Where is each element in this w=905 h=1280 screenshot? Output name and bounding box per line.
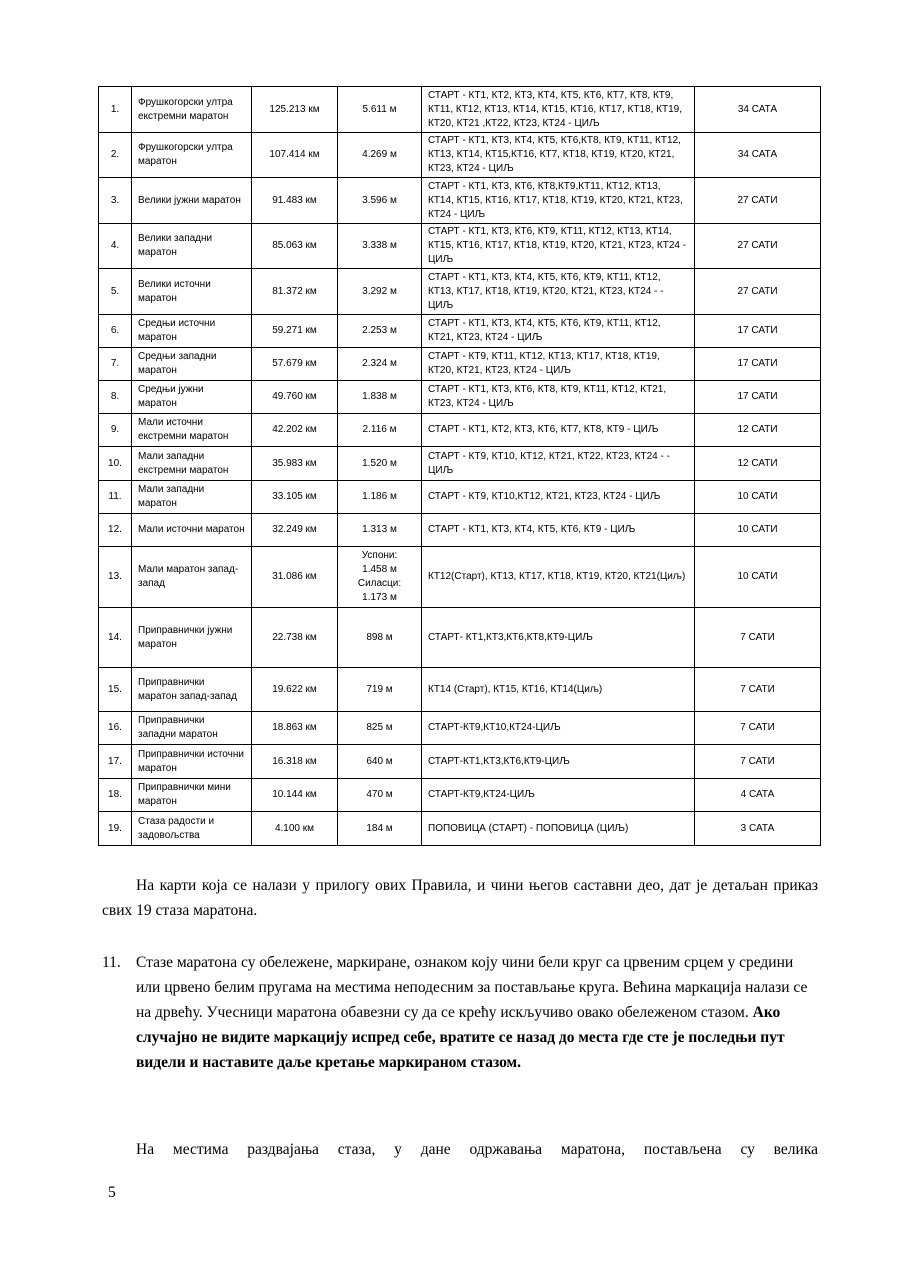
- route-name: Мали западни екстремни маратон: [132, 447, 252, 481]
- row-number: 16.: [99, 712, 132, 745]
- row-number: 5.: [99, 269, 132, 315]
- route-elevation: 719 м: [338, 668, 422, 712]
- marking-paragraph-body: [136, 950, 818, 1075]
- route-name: Приправнички маратон запад-запад: [132, 668, 252, 712]
- page-number: 5: [108, 1184, 116, 1201]
- route-elevation: 3.338 м: [338, 224, 422, 269]
- list-number: 11.: [102, 954, 121, 971]
- route-length: 22.738 км: [252, 608, 338, 668]
- map-paragraph: На карти која се налази у прилогу ових Правила, и чини његов саставни део, дат је детаљан приказ свих 19 стаза маратона.: [102, 877, 818, 919]
- marking-paragraph: [102, 950, 818, 1075]
- route-time-limit: 7 САТИ: [695, 668, 821, 712]
- route-length: 33.105 км: [252, 481, 338, 514]
- table-row: [99, 447, 821, 481]
- route-elevation: 3.292 м: [338, 269, 422, 315]
- route-name: Средњи западни маратон: [132, 348, 252, 381]
- route-name: Приправнички источни маратон: [132, 745, 252, 779]
- route-time-limit: 12 САТИ: [695, 447, 821, 481]
- table-row: [99, 779, 821, 812]
- route-checkpoints: СТАРТ - КТ1, КТ3, КТ4, КТ5, КТ6,КТ8, КТ9, КТ11, КТ12, КТ13, КТ14, КТ15,КТ16, КТ7, КТ18, КТ19, КТ20, КТ21, КТ23, КТ24 - ЦИЉ: [422, 133, 695, 178]
- table-row: [99, 414, 821, 447]
- route-checkpoints: СТАРТ - КТ1, КТ3, КТ6, КТ9, КТ11, КТ12, КТ13, КТ14, КТ15, КТ16, КТ17, КТ18, КТ19, КТ20, КТ21, КТ23, КТ24 - ЦИЉ: [422, 224, 695, 269]
- route-name: Приправнички јужни маратон: [132, 608, 252, 668]
- route-time-limit: 27 САТИ: [695, 178, 821, 224]
- route-time-limit: 17 САТИ: [695, 348, 821, 381]
- route-time-limit: 17 САТИ: [695, 381, 821, 414]
- marking-text: Стазе маратона су обележене, маркиране, ознаком коју чини бели круг са црвеним срцем у средини или црвено белим пругама на местима неподесним за постављање круга. Већина маркација налази се на дрвећу. Учесници маратона обавезни су да се крећу искључиво овако обележеном стазом.: [136, 954, 808, 1021]
- route-elevation: 470 м: [338, 779, 422, 812]
- route-length: 18.863 км: [252, 712, 338, 745]
- route-time-limit: 27 САТИ: [695, 269, 821, 315]
- route-time-limit: 10 САТИ: [695, 514, 821, 547]
- route-elevation: 184 м: [338, 812, 422, 846]
- route-checkpoints: КТ14 (Старт), КТ15, КТ16, КТ14(Циљ): [422, 668, 695, 712]
- row-number: 15.: [99, 668, 132, 712]
- route-checkpoints: СТАРТ - КТ9, КТ11, КТ12, КТ13, КТ17, КТ18, КТ19, КТ20, КТ21, КТ23, КТ24 - ЦИЉ: [422, 348, 695, 381]
- table-row: [99, 87, 821, 133]
- route-length: 31.086 км: [252, 547, 338, 608]
- table-row: [99, 514, 821, 547]
- route-length: 57.679 км: [252, 348, 338, 381]
- row-number: 4.: [99, 224, 132, 269]
- route-length: 107.414 км: [252, 133, 338, 178]
- route-checkpoints: СТАРТ-КТ9,КТ24-ЦИЉ: [422, 779, 695, 812]
- route-name: Фрушкогорски ултра екстремни маратон: [132, 87, 252, 133]
- route-elevation: 2.116 м: [338, 414, 422, 447]
- route-checkpoints: СТАРТ - КТ1, КТ3, КТ6, КТ8,КТ9,КТ11, КТ12, КТ13, КТ14, КТ15, КТ16, КТ17, КТ18, КТ19, КТ20, КТ21, КТ23, КТ24 - ЦИЉ: [422, 178, 695, 224]
- route-checkpoints: СТАРТ - КТ9, КТ10, КТ12, КТ21, КТ22, КТ23, КТ24 - - ЦИЉ: [422, 447, 695, 481]
- route-time-limit: 7 САТИ: [695, 745, 821, 779]
- row-number: 2.: [99, 133, 132, 178]
- route-checkpoints: ПОПОВИЦА (СТАРТ) - ПОПОВИЦА (ЦИЉ): [422, 812, 695, 846]
- row-number: 11.: [99, 481, 132, 514]
- route-checkpoints: СТАРТ- КТ1,КТ3,КТ6,КТ8,КТ9-ЦИЉ: [422, 608, 695, 668]
- route-elevation: 4.269 м: [338, 133, 422, 178]
- route-elevation: 1.313 м: [338, 514, 422, 547]
- table-row: [99, 745, 821, 779]
- route-time-limit: 7 САТИ: [695, 712, 821, 745]
- routes-table-body: [99, 87, 821, 846]
- row-number: 17.: [99, 745, 132, 779]
- route-time-limit: 10 САТИ: [695, 547, 821, 608]
- route-name: Приправнички западни маратон: [132, 712, 252, 745]
- route-length: 4.100 км: [252, 812, 338, 846]
- route-length: 42.202 км: [252, 414, 338, 447]
- route-elevation: 5.611 м: [338, 87, 422, 133]
- route-name: Средњи источни маратон: [132, 315, 252, 348]
- route-length: 49.760 км: [252, 381, 338, 414]
- route-time-limit: 34 САТА: [695, 87, 821, 133]
- route-elevation: 1.186 м: [338, 481, 422, 514]
- route-name: Мали источни екстремни маратон: [132, 414, 252, 447]
- route-name: Велики источни маратон: [132, 269, 252, 315]
- row-number: 9.: [99, 414, 132, 447]
- route-length: 85.063 км: [252, 224, 338, 269]
- table-row: [99, 712, 821, 745]
- route-elevation: 1.838 м: [338, 381, 422, 414]
- table-row: [99, 315, 821, 348]
- table-row: [99, 224, 821, 269]
- route-name: Мали источни маратон: [132, 514, 252, 547]
- junction-paragraph: На местима раздвајања стаза, у дане одржавања маратона, постављена су велика: [136, 1141, 818, 1158]
- route-name: Средњи јужни маратон: [132, 381, 252, 414]
- route-name: Фрушкогорски ултра маратон: [132, 133, 252, 178]
- route-length: 81.372 км: [252, 269, 338, 315]
- table-row: [99, 348, 821, 381]
- route-name: Стаза радости и задовољства: [132, 812, 252, 846]
- route-length: 32.249 км: [252, 514, 338, 547]
- route-name: Мали маратон запад-запад: [132, 547, 252, 608]
- route-length: 59.271 км: [252, 315, 338, 348]
- table-row: [99, 668, 821, 712]
- route-elevation: Успони: 1.458 м Силасци: 1.173 м: [338, 547, 422, 608]
- route-time-limit: 10 САТИ: [695, 481, 821, 514]
- table-row: [99, 133, 821, 178]
- row-number: 10.: [99, 447, 132, 481]
- table-row: [99, 381, 821, 414]
- route-length: 19.622 км: [252, 668, 338, 712]
- route-elevation: 640 м: [338, 745, 422, 779]
- route-name: Велики западни маратон: [132, 224, 252, 269]
- route-time-limit: 7 САТИ: [695, 608, 821, 668]
- route-length: 125.213 км: [252, 87, 338, 133]
- route-elevation: 1.520 м: [338, 447, 422, 481]
- route-name: Приправнички мини маратон: [132, 779, 252, 812]
- route-elevation: 3.596 м: [338, 178, 422, 224]
- route-checkpoints: СТАРТ - КТ9, КТ10,КТ12, КТ21, КТ23, КТ24 - ЦИЉ: [422, 481, 695, 514]
- route-time-limit: 27 САТИ: [695, 224, 821, 269]
- route-time-limit: 4 САТА: [695, 779, 821, 812]
- row-number: 18.: [99, 779, 132, 812]
- route-checkpoints: СТАРТ - КТ1, КТ3, КТ4, КТ5, КТ6, КТ9, КТ11, КТ12, КТ21, КТ23, КТ24 - ЦИЉ: [422, 315, 695, 348]
- route-time-limit: 17 САТИ: [695, 315, 821, 348]
- route-name: Велики јужни маратон: [132, 178, 252, 224]
- table-row: [99, 547, 821, 608]
- row-number: 7.: [99, 348, 132, 381]
- row-number: 19.: [99, 812, 132, 846]
- table-row: [99, 608, 821, 668]
- route-elevation: 825 м: [338, 712, 422, 745]
- route-length: 10.144 км: [252, 779, 338, 812]
- marking-warning-text: Ако случајно не видите маркацију испред себе, вратите се назад до места где сте је последњи пут видели и наставите даље кретање маркираном стазом.: [136, 1004, 785, 1071]
- route-time-limit: 12 САТИ: [695, 414, 821, 447]
- route-elevation: 2.324 м: [338, 348, 422, 381]
- route-length: 16.318 км: [252, 745, 338, 779]
- row-number: 8.: [99, 381, 132, 414]
- route-time-limit: 34 САТА: [695, 133, 821, 178]
- route-checkpoints: СТАРТ - КТ1, КТ3, КТ4, КТ5, КТ6, КТ9, КТ11, КТ12, КТ13, КТ17, КТ18, КТ19, КТ20, КТ21, КТ23, КТ24 - - ЦИЉ: [422, 269, 695, 315]
- row-number: 3.: [99, 178, 132, 224]
- row-number: 14.: [99, 608, 132, 668]
- route-length: 35.983 км: [252, 447, 338, 481]
- table-row: [99, 812, 821, 846]
- route-checkpoints: СТАРТ - КТ1, КТ3, КТ6, КТ8, КТ9, КТ11, КТ12, КТ21, КТ23, КТ24 - ЦИЉ: [422, 381, 695, 414]
- route-checkpoints: СТАРТ - КТ1, КТ3, КТ4, КТ5, КТ6, КТ9 - ЦИЉ: [422, 514, 695, 547]
- route-checkpoints: СТАРТ - КТ1, КТ2, КТ3, КТ4, КТ5, КТ6, КТ7, КТ8, КТ9, КТ11, КТ12, КТ13, КТ14, КТ15, КТ16, КТ17, КТ18, КТ19, КТ20, КТ21 ,КТ22, КТ23, КТ24 - ЦИЉ: [422, 87, 695, 133]
- row-number: 12.: [99, 514, 132, 547]
- route-time-limit: 3 САТА: [695, 812, 821, 846]
- route-checkpoints: КТ12(Старт), КТ13, КТ17, КТ18, КТ19, КТ20, КТ21(Циљ): [422, 547, 695, 608]
- route-elevation: 898 м: [338, 608, 422, 668]
- row-number: 13.: [99, 547, 132, 608]
- row-number: 6.: [99, 315, 132, 348]
- route-name: Мали западни маратон: [132, 481, 252, 514]
- table-row: [99, 481, 821, 514]
- route-elevation: 2.253 м: [338, 315, 422, 348]
- route-checkpoints: СТАРТ-КТ9,КТ10,КТ24-ЦИЉ: [422, 712, 695, 745]
- table-row: [99, 269, 821, 315]
- route-checkpoints: СТАРТ - КТ1, КТ2, КТ3, КТ6, КТ7, КТ8, КТ9 - ЦИЉ: [422, 414, 695, 447]
- routes-table: [98, 86, 821, 846]
- route-checkpoints: СТАРТ-КТ1,КТ3,КТ6,КТ9-ЦИЉ: [422, 745, 695, 779]
- route-length: 91.483 км: [252, 178, 338, 224]
- table-row: [99, 178, 821, 224]
- row-number: 1.: [99, 87, 132, 133]
